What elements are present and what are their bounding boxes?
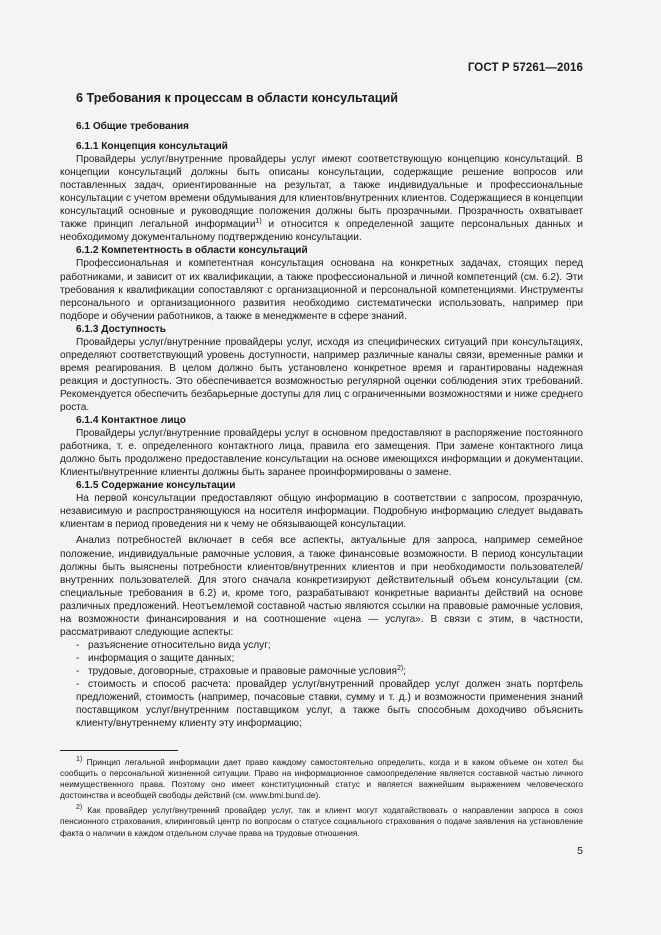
clause-title-6-1-1: 6.1.1 Концепция консультаций bbox=[76, 141, 228, 153]
footnotes bbox=[60, 757, 583, 843]
subsection-title-6-1: 6.1 Общие требования bbox=[76, 121, 189, 132]
clause-text-6-1-1-b: и относится к определенной защите персональных данных и необходимому документальному подтверждению консультации. bbox=[60, 219, 583, 244]
standard-designation: ГОСТ Р 57261—2016 bbox=[467, 62, 583, 74]
clause-text-6-1-5-p2: Анализ потребностей включает в себя все аспекты, актуальные для запроса, например семейное положение, индивидуальные рамочные условия, а также финансовые возможности. В период консультации должны быть выяснены потребности клиентов/внутренних клиентов и при необходимости пользователей/внутренних пользователей. Для этого сначала конкретизируют действительный объем консультации (см. специальные требования в 6.2) и, кроме того, разрабатывают конкретные варианты действий на основе различных предложений. Неотъемлемой составной частью являются ссылки на правовые рамочные условия, на возможности финансирования и на соотношение «цена — услуга». В связи с этим, в частности, рассматривают следующие аспекты: bbox=[60, 535, 583, 638]
clause-text-6-1-4: Провайдеры услуг/внутренние провайдеры услуг в основном предоставляют в распоряжение постоянного работника, т. е. определенного контактного лица, правила его замещения. При замене контактного лица должно быть продолжено предоставление консультации на основе имеющихся информации и документации. Клиенты/внутренние клиенты должны быть заранее проинформированы о замене. bbox=[60, 428, 583, 479]
clause-title-6-1-3: 6.1.3 Доступность bbox=[76, 323, 167, 335]
list-item: - информация о защите данных; bbox=[76, 652, 235, 664]
list-item: - стоимость и способ расчета: провайдер услуг/внутренний провайдер услуг должен знать портфель предложений, стоимость (например, почасовые ставки, сумму и т. д.) и возможности применения знаний поставщиком услуг/внутренним поставщиком услуг, а также быть способным доходчиво объяснить клиенту/внутреннему клиенту эту информацию; bbox=[76, 678, 583, 730]
page-number: 5 bbox=[577, 845, 583, 857]
list-item: - трудовые, договорные, страховые и правовые рамочные условия$^{2)}$; bbox=[76, 664, 406, 677]
clause-text-6-1-1 bbox=[60, 153, 583, 244]
clause-title-6-1-4: 6.1.4 Контактное лицо bbox=[76, 415, 186, 427]
aspects-list bbox=[60, 639, 583, 730]
clause-text-6-1-1-a: Провайдеры услуг/внутренние провайдеры услуг имеют соответствующую концепцию консультаций. В концепции консультаций должны быть описаны консультации, содержащие решение вопросов или поставленных задач, ориентированные на результат, а также индивидуальные и профессиональные консультации с учетом времени обдумывания для клиентов/внутренних клиентов. Содержащиеся в концепции консультаций основные и руководящие положения должны быть прозрачными. Прозрачность охватывает также принцип легальной информации bbox=[60, 154, 583, 231]
clause-title-6-1-2: 6.1.2 Компетентность в области консультаций bbox=[76, 245, 308, 257]
footnote-1: $^{1)}$ Принцип легальной информации дает право каждому самостоятельно определить, когда и в каком объеме он хотел бы сообщить о персональной жизненной ситуации. Право на информационное самоопределение является составной частью личного неимущественного права. Поэтому оно имеет конституционный статус и является важнейшим выражением человеческого достоинства и всеобщей свободы действий (см. www.bmi.bund.de). bbox=[60, 756, 583, 801]
clause-text-6-1-5-p1: На первой консультации предоставляют общую информацию в соответствии с запросом, прозрачную, независимую и распространяющуюся на носителя информации. Подробную информацию следует выдавать клиентам в период проведения ни к чему не обязывающей консультации. bbox=[60, 493, 583, 531]
footnote-ref-2: 2) bbox=[396, 664, 404, 672]
clause-text-6-1-2: Профессиональная и компетентная консультация основана на конкретных задачах, стоящих перед работниками, и зависит от их квалификации, а также профессиональной и личной компетенций (см. 6.2). Эти требования к квалификации сопоставляют с организационной и персональной компетенциями. Инструменты персонального и организационного развития необходимо систематически использовать, например при подборе и обучении работников, а также в менеджменте в сфере знаний. bbox=[60, 258, 583, 322]
section-title: 6 Требования к процессам в области консультаций bbox=[76, 91, 398, 105]
footnote-ref-1: 1) bbox=[255, 218, 262, 226]
clause-text-6-1-3: Провайдеры услуг/внутренние провайдеры услуг, исходя из специфических ситуаций при консультациях, определяют соответствующий уровень доступности, например различные каналы связи, временные рамки и время реагирования. В целом должно быть установлено конкретное время и гарантированы надежная реакция и доступность. Это обеспечивается возможностью регулярной оценки соблюдения этих требований. Рекомендуется обеспечить безбарьерные доступы для лиц с ограниченными возможностями и ниже среднего роста. bbox=[60, 336, 583, 413]
list-item: - разъяснение относительно вида услуг; bbox=[76, 639, 271, 651]
clause-title-6-1-5: 6.1.5 Содержание консультации bbox=[76, 480, 236, 492]
footnote-2: $^{2)}$ Как провайдер услуг/внутренний провайдер услуг, так и клиент могут ходатайствовать о направлении запроса в союз пенсионного страхования, клиринговый центр по вопросам о статусе социального страхования о подаче заявления на установление факта о наличии в каждом отдельном случае права на трудовые отношения. bbox=[60, 804, 583, 838]
main-content bbox=[60, 90, 583, 730]
footnote-separator bbox=[60, 750, 178, 751]
